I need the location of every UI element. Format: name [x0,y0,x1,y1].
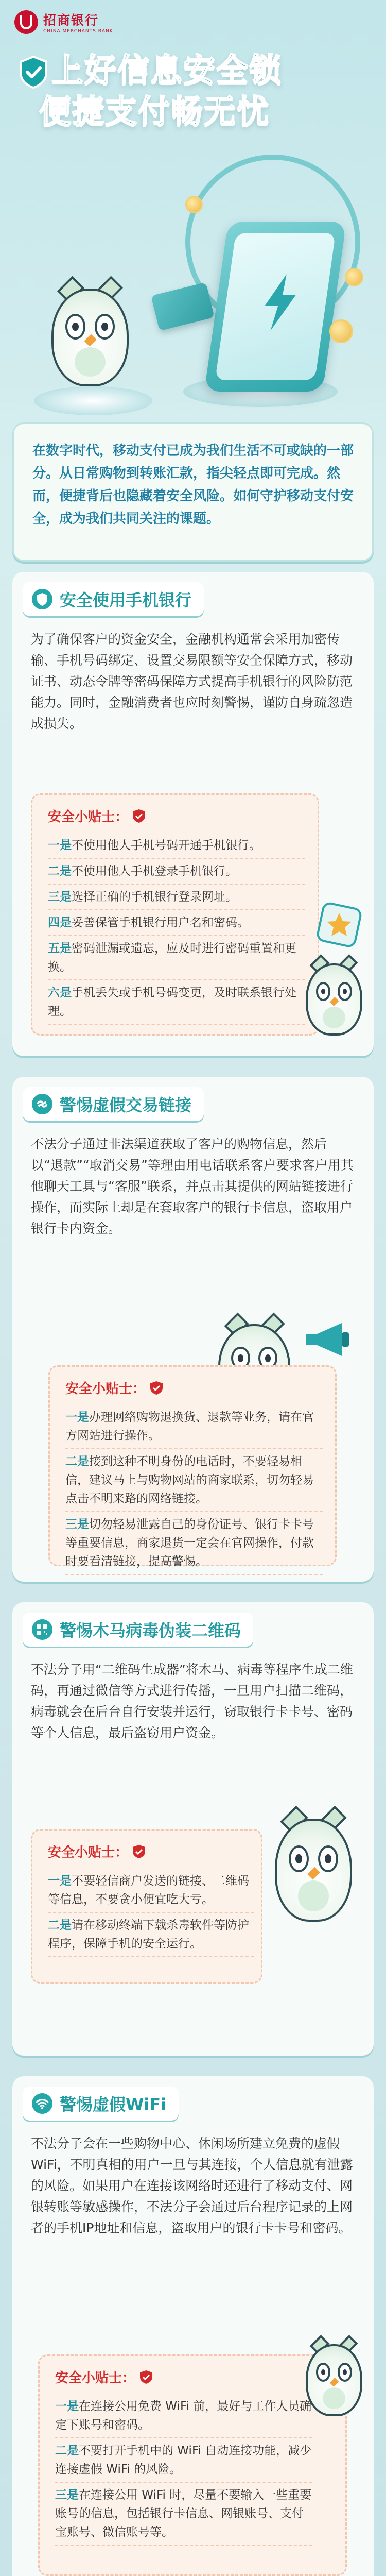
page-title [19,49,374,132]
section-qr-trojan [12,1602,374,2056]
intro-text: 在数字时代，移动支付已成为我们生活不可或缺的一部分。从日常购物到转账汇款，指尖轻点即可完成。然而，便捷背后也隐藏着安全风险。如何守护移动支付安全，成为我们共同关注的课题。 [32,443,354,527]
title-line-2: 便捷支付畅无忧 [39,92,270,130]
tip-item: 二是请在移动终端下载杀毒软件等防护程序，保障手机的安全运行。 [48,1913,254,1957]
qr-code-icon [32,1619,52,1640]
section-body: 不法分子通过非法渠道获取了客户的购物信息，然后以“退款”“取消交易”等理由用电话联系客户要求客户用其他聊天工具与“客服”联系，并点击其提供的网站链接进行操作，而实际上却是在套取客户的银行卡信息，盗取用户银行卡内资金。 [31,1137,354,1236]
title-line-1: 上好信息安全锁 [51,51,283,89]
tip-item: 一是不使用他人手机号码开通手机银行。 [48,833,305,859]
tip-item: 四是妥善保管手机银行用户名和密码。 [48,910,305,936]
section-heading: 警惕虚假WiFi [23,2087,179,2121]
tips-box: 安全小贴士： 一是不要轻信商户发送的链接、二维码等信息，不要贪小便宜吃大亏。 二是请在移动终端下载杀毒软件等防护程序，保障手机的安全运行。 [31,1829,262,1984]
section-mobile-banking [12,572,374,1056]
star-badge-icon [316,902,362,948]
section-heading: 警惕木马病毒伪装二维码 [23,1613,253,1647]
tip-item: 二是不使用他人手机登录手机银行。 [48,859,305,885]
section-body: 不法分子用“二维码生成器”将木马、病毒等程序生成二维码，再通过微信等方式进行传播，一旦用户扫描二维码，病毒就会在后台自行安装并运行，窃取银行卡卡号、密码等个人信息，最后盗窃用户资金。 [31,1662,353,1740]
owl-mascot [306,963,362,1036]
tip-item: 三是在连接公用 WiFi 时，尽量不要输入一些重要账号的信息，包括银行卡信息、网银账号、支付宝账号、微信账号等。 [55,2483,312,2546]
bank-name-cn: 招商银行 [43,13,99,28]
tip-item: 二是接到这种不明身份的电话时，不要轻易相信，建议马上与购物网站的商家联系，切勿轻易点击不明来路的网络链接。 [65,1449,323,1512]
hero-illustration [0,134,386,422]
tip-item: 三是选择正确的手机银行登录网址。 [48,885,305,910]
shield-check-icon [150,1381,163,1395]
tip-item: 一是不要轻信商户发送的链接、二维码等信息，不要贪小便宜吃大亏。 [48,1869,254,1913]
bank-logo [14,10,113,34]
phone-illustration [204,222,346,392]
intro-panel [12,422,374,562]
shield-check-icon [132,1844,146,1859]
section-body: 不法分子会在一些购物中心、休闲场所建立免费的虚假WiFi，不明真相的用户一旦与其连接，个人信息就有泄露的风险。如果用户在连接该网络时还进行了移动支付、网银转账等敏感操作，不法分子会通过后台程序记录的上网者的手机IP地址和信息，盗取用户的银行卡卡号和密码。 [31,2136,353,2235]
bank-card-icon [151,282,215,331]
shield-icon [32,589,52,609]
coin-icon [329,319,353,343]
podium-small [34,386,152,415]
section-heading: 警惕虚假交易链接 [23,1087,204,1121]
tip-item: 五是密码泄漏或遗忘，应及时进行密码重置和更换。 [48,936,305,980]
coin-icon [185,196,203,213]
link-icon [32,1094,52,1114]
shield-check-icon [19,56,48,89]
lightning-icon [258,274,302,331]
section-body: 为了确保客户的资金安全，金融机构通常会采用加密传输、手机号码绑定、设置交易限额等安全保障方式，移动证书、动态令牌等密码保障方式提高手机银行的风险防范能力。同时，金融消费者也应时刻警惕，谨防自身疏忽造成损失。 [31,632,353,731]
tip-item: 三是切勿轻易泄露自己的身份证号、银行卡卡号等重要信息，商家退货一定会在官网操作，付款时要看清链接，提高警惕。 [65,1512,323,1575]
tip-item: 一是在连接公用免费 WiFi 前，最好与工作人员确定下账号和密码。 [55,2394,312,2438]
shield-check-icon [139,2370,153,2384]
tip-item: 二是不要打开手机中的 WiFi 自动连接功能，减少连接虚假 WiFi 的风险。 [55,2438,312,2483]
section-fake-wifi [12,2076,374,2576]
tip-item: 六是手机丢失或手机号码变更，及时联系银行处理。 [48,980,305,1025]
shield-check-icon [132,809,146,823]
bank-name-en: CHINA MERCHANTS BANK [43,29,113,34]
tips-box: 安全小贴士： 一是不使用他人手机号码开通手机银行。 二是不使用他人手机登录手机银行。 三是选择正确的手机银行登录网址。 四是妥善保管手机银行用户名和密码。 五是密码泄漏或遗忘，应及时进行密码重置和更换。 六是手机丢失或手机号码变更，及时联系银行处理。 [31,793,319,1036]
tips-box: 安全小贴士： 一是在连接公用免费 WiFi 前，最好与工作人员确定下账号和密码。 二是不要打开手机中的 WiFi 自动连接功能，减少连接虚假 WiFi 的风险。 三是在连接公用 WiFi 时，尽量不要输入一些重要账号的信息，包括银行卡信息、网银账号、支付宝账号、微信账号等。 [38,2354,347,2576]
bank-logo-icon [14,10,38,34]
police-owl-mascot [275,1819,352,1922]
wifi-icon [32,2093,52,2114]
owl-mascot [306,2344,362,2416]
section-heading: 安全使用手机银行 [23,582,204,616]
tip-item: 一是办理网络购物退换货、退款等业务，请在官方网站进行操作。 [65,1405,323,1449]
section-fake-links [12,1077,374,1582]
coin-icon [345,268,363,286]
tips-box: 安全小贴士： 一是办理网络购物退换货、退款等业务，请在官方网站进行操作。 二是接到这种不明身份的电话时，不要轻易相信，建议马上与购物网站的商家联系，切勿轻易点击不明来路的网络链接。 三是切勿轻易泄露自己的身份证号、银行卡卡号等重要信息，商家退货一定会在官网操作，付款时要看清链接，提高警惕。 [48,1365,337,1566]
megaphone-icon [301,1319,362,1360]
owl-mascot [51,289,129,386]
